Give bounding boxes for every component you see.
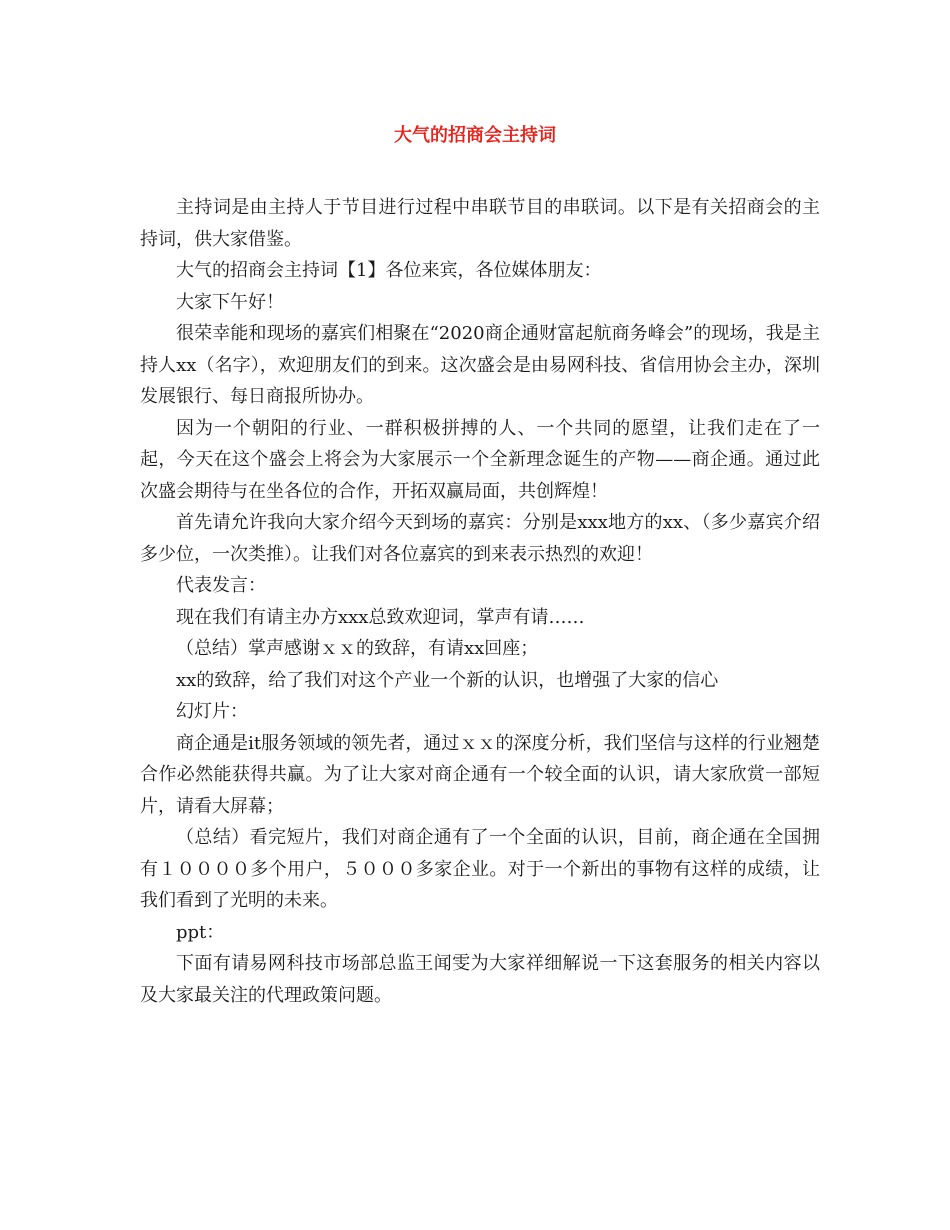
document-body [140,192,820,1011]
document-title: 大气的招商会主持词 [394,125,556,146]
paragraph: 很荣幸能和现场的嘉宾们相聚在“2020商企通财富起航商务峰会”的现场，我是主持人xx（名字），欢迎朋友们的到来。这次盛会是由易网科技、省信用协会主办，深圳发展银行、每日商报所协办。 [140,323,820,407]
paragraph: 大家下午好！ [176,291,284,313]
paragraph: 因为一个朝阳的行业、一群积极拼搏的人、一个共同的愿望，让我们走在了一起，今天在这个盛会上将会为大家展示一个全新理念诞生的产物——商企通。通过此次盛会期待与在坐各位的合作，开拓双赢局面，共创辉煌！ [140,417,820,502]
paragraph: 大气的招商会主持词【1】各位来宾，各位媒体朋友： [176,260,602,281]
paragraph: xx的致辞，给了我们对这个产业一个新的认识，也增强了大家的信心 [176,669,719,691]
paragraph: ppt： [176,921,225,943]
paragraph: 商企通是it服务领域的领先者，通过ｘｘ的深度分析，我们坚信与这样的行业翘楚合作必然能获得共赢。为了让大家对商企通有一个较全面的认识，请大家欣赏一部短片，请看大屏幕； [140,732,820,817]
paragraph: 幻灯片： [176,701,248,722]
paragraph: 代表发言： [176,575,266,596]
paragraph: 现在我们有请主办方xxx总致欢迎词，掌声有请…… [176,606,585,628]
paragraph: 下面有请易网科技市场部总监王闻雯为大家祥细解说一下这套服务的相关内容以及大家最关注的代理政策问题。 [140,953,820,1006]
paragraph: （总结）掌声感谢ｘｘ的致辞，有请xx回座； [176,638,539,659]
paragraph: （总结）看完短片，我们对商企通有了一个全面的认识，目前，商企通在全国拥有１００００多个用户，５０００多家企业。对于一个新出的事物有这样的成绩，让我们看到了光明的未来。 [140,827,820,911]
paragraph: 主持词是由主持人于节目进行过程中串联节目的串联词。以下是有关招商会的主持词，供大家借鉴。 [140,197,820,250]
paragraph: 首先请允许我向大家介绍今天到场的嘉宾：分别是xxx地方的xx、（多少嘉宾介绍多少位，一次类推）。让我们对各位嘉宾的到来表示热烈的欢迎！ [140,512,820,565]
